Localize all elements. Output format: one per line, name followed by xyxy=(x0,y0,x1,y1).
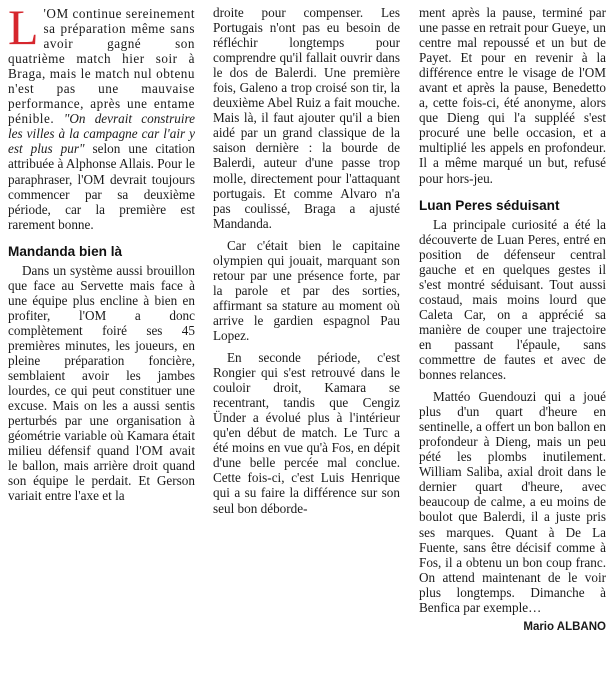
section-heading-mandanda: Mandanda bien là xyxy=(8,243,123,259)
article-column-3 xyxy=(419,5,606,635)
lead-paragraph xyxy=(8,0,195,232)
paragraph: Car c'était bien le capitaine olympien qui jouait, marquant son retour par une présence forte, par la parole et par des sorties, affirmant sa stature au moment où arrive le gardien espagnol Pau Lopez. xyxy=(213,237,400,343)
paragraph: En seconde période, c'est Rongier qui s'est retrouvé dans le couloir droit, Kamara se recentrant, tandis que Cengiz Ünder a évolué plus à l'intérieur qu'en début de match. Le Turc a été moins en vue qu'à Fos, en dépit d'une belle percée mal conclue. Cette fois-ci, c'est Luis Henrique qui a su faire la différence sur son seul bon déborde- xyxy=(213,350,400,516)
paragraph: La principale curiosité a été la découverte de Luan Peres, entré en position de défenseur central gauche et en quelques gestes il s'est montré séduisant. Tout aussi costaud, mais moins lourd que Caleta Car, on a apprécié sa manière de couper une trajectoire en passant l'épaule, sans commettre de fautes et avec de bonnes relances. xyxy=(419,216,606,383)
lead-quote: "On devrait construire les villes à la campagne car l'air y est plus pur" xyxy=(8,111,195,157)
lead-text: 'OM continue sereinement sa préparation même sans avoir gagné son quatrième match hier soir à Braga, mais le match nul obtenu n'est pas une mauvaise performance, après une entame pénible. xyxy=(8,6,195,127)
drop-cap: L xyxy=(8,0,39,55)
section-heading-luan-peres: Luan Peres séduisant xyxy=(419,197,560,213)
paragraph: Dans un système aussi brouillon que face au Servette mais face à une équipe plus encline à bien en profiter, l'OM a donc complètement foiré ses 45 premières minutes, les joueurs, en pleine préparation foncière, semblaient avoir les jambes lourdes, ce qui peut constituer une excuse. Mais on les a aussi sentis perturbés par une organisation à géométrie variable où Kamara était milieu défensif quand l'OM avait le ballon, mais arrière droit quand son équipe le perdait. Et Gerson variait entre l'axe et la xyxy=(8,262,195,504)
paragraph: Mattéo Guendouzi qui a joué plus d'un quart d'heure en sentinelle, a offert un bon ballon en profondeur à Dieng, mais un peu pété les plombs inutilement. William Saliba, axial droit dans le dernier quart d'heure, avec beaucoup de calme, a eu moins de boulot que Balerdi, il a juste pris ses marques. Quant à De La Fuente, sans être décisif comme à Fos, il a obtenu un bon coup franc. On attend maintenant de le voir plus longtemps. Dimanche à Benfica par exemple… xyxy=(419,389,606,615)
article-column-2 xyxy=(213,5,400,516)
article-column-1 xyxy=(8,0,195,504)
paragraph: ment après la pause, terminé par une passe en retrait pour Gueye, un centre mal repoussé et un but de Payet. Et pour en revenir à la différence entre le visage de l'OM avant et après la pause, Benedetto a, cette fois-ci, été anonyme, alors que Dieng qui l'a suppléé s'est procuré une belle occasion, et a multiplié les appels en profondeur. Il a même marqué un but, refusé pour hors-jeu. xyxy=(419,5,606,186)
author-signature: Mario ALBANO xyxy=(523,620,606,633)
lead-text-continued: selon une citation attribuée à Alphonse Allais. Pour le paraphraser, l'OM devrait toujours commencer par sa deuxième période, car la première est rarement bonne. xyxy=(8,141,195,232)
paragraph: droite pour compenser. Les Portugais n'ont pas eu besoin de réfléchir longtemps pour comprendre qu'il fallait ouvrir dans le dos de Balerdi. Une première fois, Galeno a trop croisé son tir, la deuxième Abel Ruiz a fait mouche. Mais là, il faut ajouter qu'il a bien aidé par un grand classique de la saison dernière : la bourde de Balerdi, auteur d'une passe trop molle, directement pour l'attaquant portugais. Et comme Alvaro n'a pas coulissé, Braga a ajusté Mandanda. xyxy=(213,5,400,231)
